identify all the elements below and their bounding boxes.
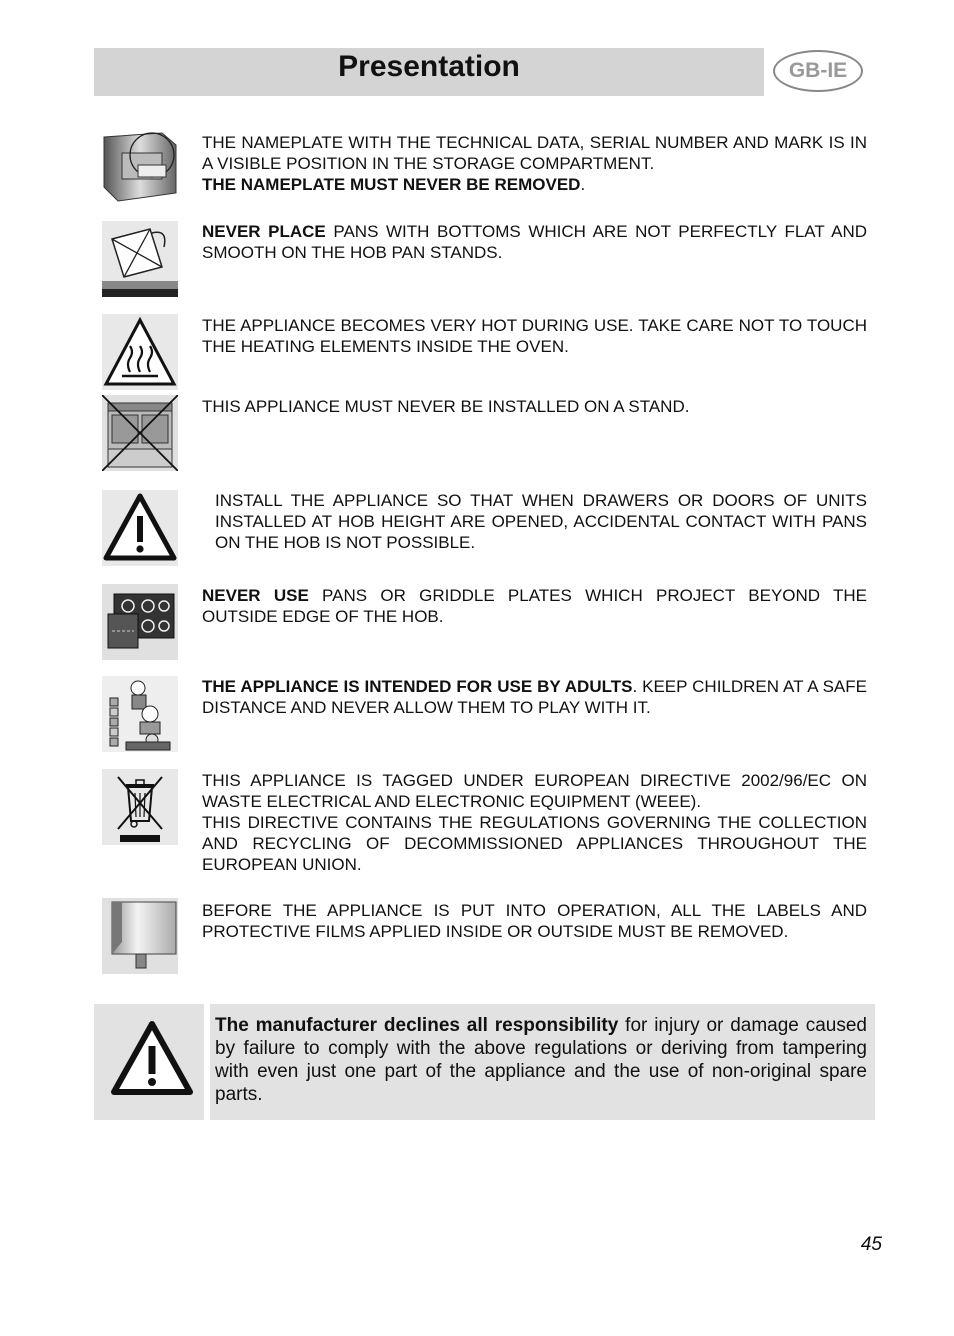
no-stand-icon [102, 395, 178, 471]
item-no-stand-text: THIS APPLIANCE MUST NEVER BE INSTALLED ON A STAND. [202, 397, 690, 416]
language-badge: GB-IE [773, 50, 863, 92]
item-install-text: INSTALL THE APPLIANCE SO THAT WHEN DRAWERS OR DOORS OF UNITS INSTALLED AT HOB HEIGHT ARE OPENED, ACCIDENTAL CONTACT WITH PANS ON THE HOB IS NOT POSSIBLE. [215, 491, 867, 552]
uneven-pan-icon [102, 221, 178, 297]
hot-surface-icon [102, 314, 178, 390]
responsibility-notice [94, 1004, 875, 1120]
item-weee-text: THIS APPLIANCE IS TAGGED UNDER EUROPEAN DIRECTIVE 2002/96/EC ON WASTE ELECTRICAL AND ELECTRONIC EQUIPMENT (WEEE). THIS DIRECTIVE CONTAINS THE REGULATIONS GOVERNING THE COLLECTION AND RECYCLING OF DECOMMISSIONED APPLIANCES THROUGHOUT THE EUROPEAN UNION. [202, 771, 867, 874]
item-protective-film-text: BEFORE THE APPLIANCE IS PUT INTO OPERATION, ALL THE LABELS AND PROTECTIVE FILMS APPLIED INSIDE OR OUTSIDE MUST BE REMOVED. [202, 901, 867, 941]
hob-icon [102, 584, 178, 660]
weee-bin-icon [102, 769, 178, 845]
protective-film-icon [102, 898, 178, 974]
item-nameplate-text: THE NAMEPLATE WITH THE TECHNICAL DATA, SERIAL NUMBER AND MARK IS IN A VISIBLE POSITION IN THE STORAGE COMPARTMENT. THE NAMEPLATE MUST NEVER BE REMOVED. [202, 133, 867, 194]
notice-text: The manufacturer declines all responsibility for injury or damage caused by failure to comply with the above regulations or deriving from tampering with even just one part of the appliance and the use of non-original spare parts. [215, 1015, 867, 1105]
notice-warning-icon [110, 1016, 194, 1100]
item-children-text: THE APPLIANCE IS INTENDED FOR USE BY ADULTS. KEEP CHILDREN AT A SAFE DISTANCE AND NEVER ALLOW THEM TO PLAY WITH IT. [202, 677, 867, 717]
item-uneven-pan-text: NEVER PLACE PANS WITH BOTTOMS WHICH ARE NOT PERFECTLY FLAT AND SMOOTH ON THE HOB PAN STANDS. [202, 222, 867, 262]
warning-icon [102, 490, 178, 566]
item-hob-text: NEVER USE PANS OR GRIDDLE PLATES WHICH PROJECT BEYOND THE OUTSIDE EDGE OF THE HOB. [202, 586, 868, 626]
nameplate-icon [102, 131, 178, 207]
item-hot-surface-text: THE APPLIANCE BECOMES VERY HOT DURING USE. TAKE CARE NOT TO TOUCH THE HEATING ELEMENTS INSIDE THE OVEN. [202, 316, 867, 356]
page-number: 45 [860, 1234, 882, 1255]
children-icon [102, 676, 178, 752]
page-title: Presentation [338, 50, 520, 83]
